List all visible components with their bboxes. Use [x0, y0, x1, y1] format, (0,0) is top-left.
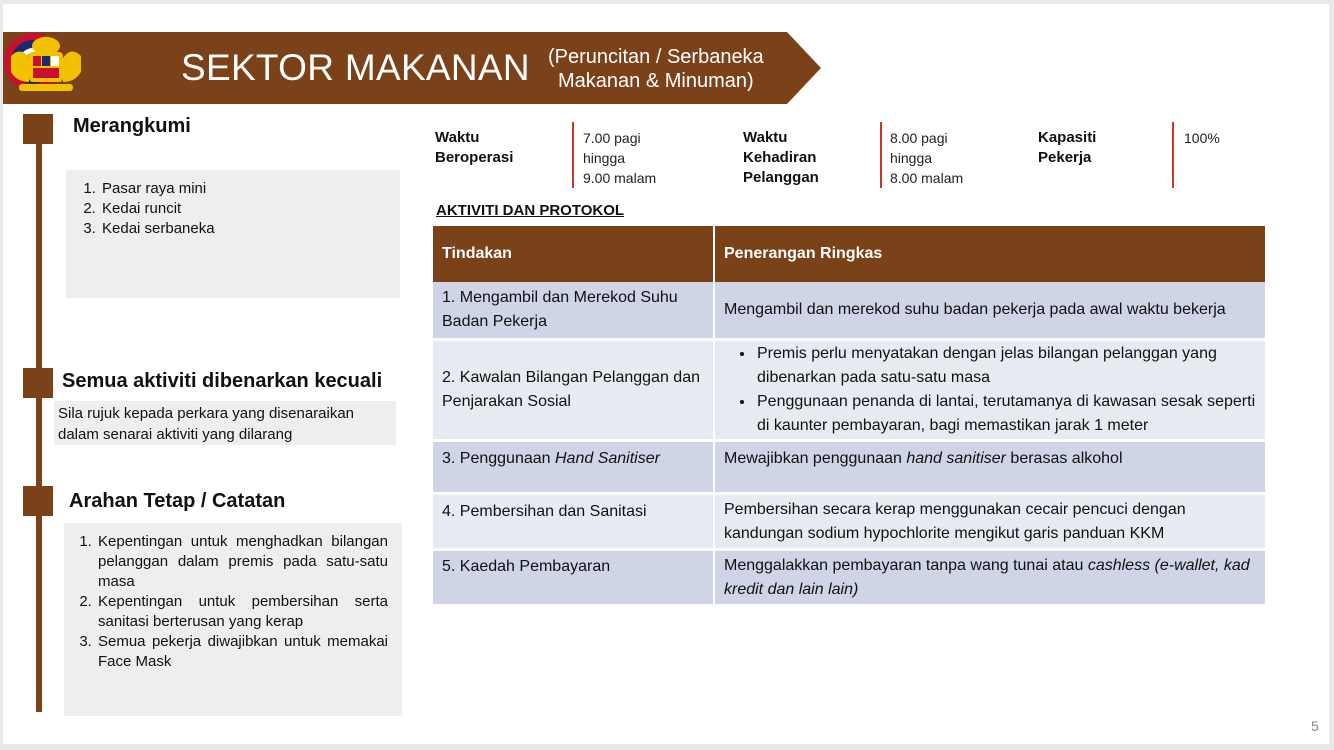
list-item: 2. Kedai runcit — [100, 199, 400, 219]
arahan-title: Arahan Tetap / Catatan — [69, 490, 286, 512]
value-line: hingga — [583, 150, 626, 166]
table-row — [433, 439, 1265, 492]
desc-text: Menggalakkan pembayaran tanpa wang tunai atau — [724, 556, 1088, 574]
separator — [572, 122, 574, 188]
desc-cell: Pembersihan secara kerap menggunakan cecair pencuci dengan kandungan sodium hypochlorite mengikut garis panduan KKM — [715, 492, 1265, 548]
page-subtitle — [548, 45, 764, 93]
waktu-operasi-value — [583, 128, 656, 188]
activities-table — [433, 226, 1265, 604]
table-row — [433, 548, 1265, 604]
page-number: 5 — [1311, 718, 1319, 734]
semua-note-box — [54, 401, 396, 445]
action-text: 3. Penggunaan — [442, 450, 555, 467]
coat-of-arms-icon — [3, 32, 89, 96]
table-row — [433, 338, 1265, 439]
merangkumi-title: Merangkumi — [73, 115, 191, 137]
desc-italic: cashless (e-wallet, kad kredit dan lain lain) — [724, 556, 1250, 598]
label-line: Beroperasi — [435, 149, 514, 166]
desc-cell: Mengambil dan merekod suhu badan pekerja pada awal waktu bekerja — [715, 282, 1265, 338]
label-line: Waktu — [435, 129, 480, 146]
action-cell — [433, 439, 715, 492]
action-cell: 1. Mengambil dan Merekod Suhu Badan Pekerja — [433, 282, 715, 338]
semua-note: Sila rujuk kepada perkara yang disenaraikan dalam senarai aktiviti yang dilarang — [58, 405, 355, 443]
section-marker — [23, 486, 53, 516]
table-header-row — [433, 226, 1265, 282]
desc-cell — [715, 338, 1265, 439]
value-line: hingga — [890, 150, 933, 166]
desc-text: berasas alkohol — [1005, 450, 1123, 467]
action-cell: 2. Kawalan Bilangan Pelanggan dan Penjarakan Sosial — [433, 338, 715, 439]
label-line: Kapasiti — [1038, 129, 1097, 146]
value-line: 9.00 malam — [583, 170, 657, 186]
table-row — [433, 492, 1265, 548]
kapasiti-label — [1038, 128, 1096, 168]
subtitle-line-1: (Peruncitan / Serbaneka — [548, 46, 764, 68]
list-item: 3. Semua pekerja diwajibkan untuk memakai Face Mask — [96, 632, 388, 672]
bullet-item: • Premis perlu menyatakan dengan jelas bilangan pelanggan yang dibenarkan pada satu-satu masa — [755, 342, 1256, 390]
column-header-action: Tindakan — [433, 226, 715, 282]
waktu-kehadiran-label — [743, 128, 819, 188]
desc-text: Mewajibkan penggunaan — [724, 450, 907, 467]
desc-bullets — [724, 342, 1256, 438]
action-italic: Hand Sanitiser — [555, 450, 660, 467]
action-cell: 4. Pembersihan dan Sanitasi — [433, 492, 715, 548]
timeline-line — [36, 130, 42, 712]
waktu-operasi-label — [435, 128, 513, 168]
slide — [3, 4, 1329, 744]
desc-cell — [715, 439, 1265, 492]
list-item: 3. Kedai serbaneka — [100, 219, 400, 239]
arahan-box — [64, 523, 402, 716]
title-banner — [3, 32, 821, 104]
desc-italic: hand sanitiser — [906, 450, 1006, 467]
bullet-item: • Penggunaan penanda di lantai, terutamanya di kawasan sesak seperti di kaunter pembayaran, bagi memastikan jarak 1 meter — [755, 390, 1256, 438]
value-line: 8.00 pagi — [890, 130, 948, 146]
section-marker — [23, 368, 53, 398]
label-line: Waktu — [743, 129, 788, 146]
activities-title: AKTIVITI DAN PROTOKOL — [436, 202, 625, 219]
subtitle-line-2: Makanan & Minuman) — [558, 70, 754, 92]
merangkumi-box — [66, 170, 400, 298]
separator — [880, 122, 882, 188]
column-header-desc: Penerangan Ringkas — [715, 226, 1265, 282]
semua-title: Semua aktiviti dibenarkan kecuali — [62, 370, 383, 392]
label-line: Pekerja — [1038, 149, 1092, 166]
value-line: 7.00 pagi — [583, 130, 641, 146]
label-line: Pelanggan — [743, 169, 819, 186]
list-item: 1. Kepentingan untuk menghadkan bilangan pelanggan dalam premis pada satu-satu masa — [96, 532, 388, 592]
value-line: 8.00 malam — [890, 170, 964, 186]
section-marker — [23, 114, 53, 144]
kapasiti-value: 100% — [1184, 130, 1220, 146]
arahan-list — [64, 532, 388, 672]
merangkumi-list — [66, 179, 400, 239]
desc-cell — [715, 548, 1265, 604]
label-line: Kehadiran — [743, 149, 817, 166]
list-item: 1. Pasar raya mini — [100, 179, 400, 199]
page-title: SEKTOR MAKANAN — [181, 47, 530, 88]
table-row — [433, 282, 1265, 338]
list-item: 2. Kepentingan untuk pembersihan serta sanitasi berterusan yang kerap — [96, 592, 388, 632]
separator — [1172, 122, 1174, 188]
action-cell: 5. Kaedah Pembayaran — [433, 548, 715, 604]
waktu-kehadiran-value — [890, 128, 963, 188]
